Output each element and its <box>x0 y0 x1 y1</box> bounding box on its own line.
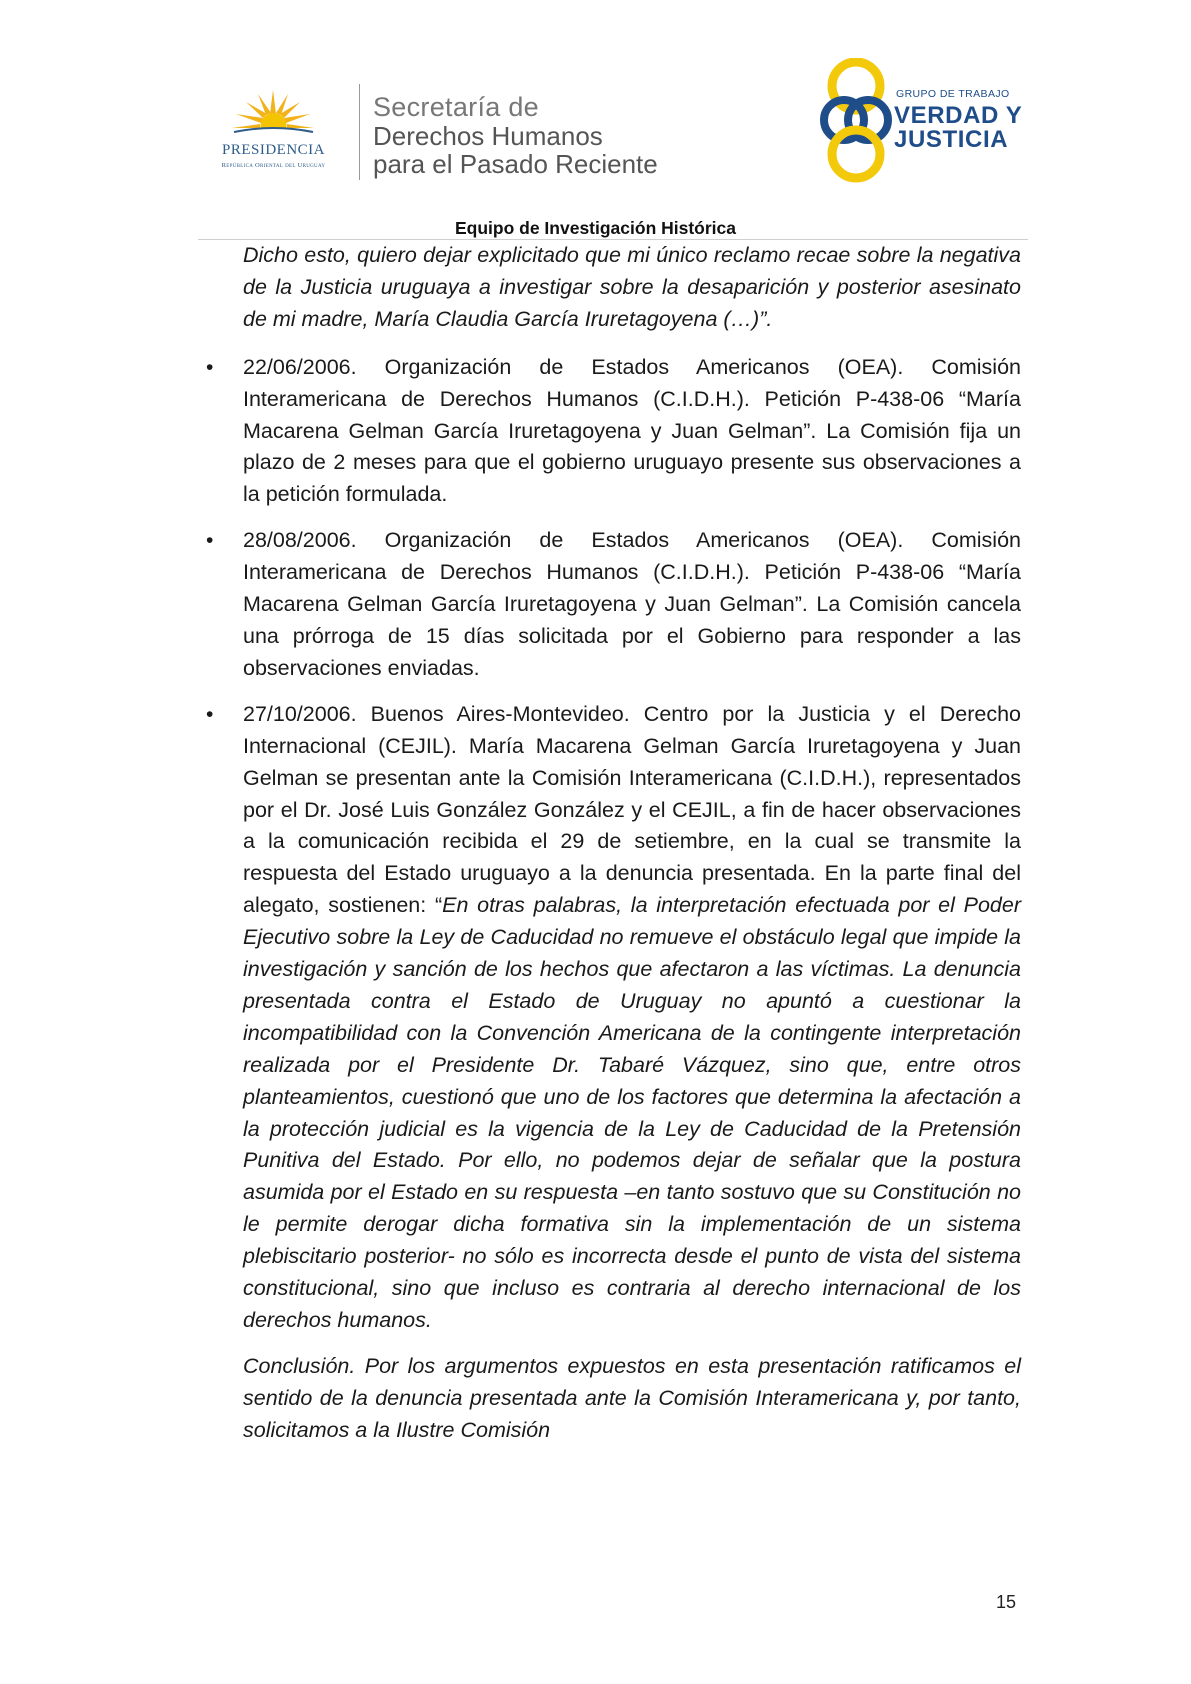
grupo-verdad-text: VERDAD Y <box>894 102 1023 129</box>
header-divider <box>359 84 360 180</box>
bullet-icon: • <box>206 355 214 379</box>
list-item <box>206 525 1021 685</box>
secretaria-line1: Secretaría de <box>373 92 539 122</box>
grupo-justicia-text: JUSTICIA <box>894 126 1009 153</box>
team-title: Equipo de Investigación Histórica <box>454 218 737 238</box>
grupo-small-text: GRUPO DE TRABAJO <box>896 88 1010 100</box>
bullet-text-3 <box>243 699 1021 1337</box>
verdad-justicia-logo <box>818 58 1028 183</box>
presidencia-logo <box>196 84 351 180</box>
bullet-icon: • <box>206 702 214 726</box>
header-logos <box>0 0 1191 210</box>
linked-rings-icon <box>818 58 894 183</box>
secretaria-line2: Derechos Humanos <box>373 121 603 151</box>
page-number: 15 <box>996 1592 1017 1612</box>
bullet-text-1: 22/06/2006. Organización de Estados Americanos (OEA). Comisión Interamericana de Derechos Humanos (C.I.D.H.). Petición P-438-06 “María Macarena Gelman García Iruretagoyena y Juan Gelman”. La Comisión fija un plazo de 2 meses para que el gobierno uruguayo presente sus observaciones a la petición formulada. <box>243 354 1021 507</box>
sun-emblem-icon <box>226 84 321 144</box>
list-item <box>206 699 1021 1337</box>
conclusion-text: Conclusión. Por los argumentos expuestos en esta presentación ratificamos el sentido de la denuncia presentada ante la Comisión Interamericana y, por tanto, solicitamos a la Ilustre Comisión <box>243 1353 1021 1442</box>
secretaria-wordmark <box>373 92 658 178</box>
list-item <box>206 352 1021 512</box>
bullet-icon: • <box>206 529 214 553</box>
bullet-text-2: 28/08/2006. Organización de Estados Americanos (OEA). Comisión Interamericana de Derechos Humanos (C.I.D.H.). Petición P-438-06 “María Macarena Gelman García Iruretagoyena y Juan Gelman”. La Comisión cancela una prórroga de 15 días solicitada por el Gobierno para responder a las observaciones enviadas. <box>243 528 1021 680</box>
conclusion-paragraph <box>243 1351 1021 1447</box>
intro-quote-text: Dicho esto, quiero dejar explicitado que mi único reclamo recae sobre la negativa de la Justicia uruguaya a investigar sobre la desaparición y posterior asesinato de mi madre, María Claudia García Iruretagoyena (…)”. <box>243 243 1021 331</box>
bullet-3-plain-text: 27/10/2006. Buenos Aires-Montevideo. Centro por la Justicia y el Derecho Internacional (CEJIL). María Macarena Gelman García Iruretagoyena y Juan Gelman se presentan ante la Comisión Interamericana (C.I.D.H.), representados por el Dr. José Luis González González y el CEJIL, a fin de hacer observaciones a la comunicación recibida el 29 de setiembre, en la cual se transmite la respuesta del Estado uruguayo a la denuncia presentada. En la parte final del alegato, sostienen: “ <box>243 701 1021 918</box>
bullet-3-italic-quote: En otras palabras, la interpretación efectuada por el Poder Ejecutivo sobre la Ley de Caducidad no remueve el obstáculo legal que impide la investigación y sanción de los hechos que afectaron a las víctimas. La denuncia presentada contra el Estado de Uruguay no apuntó a cuestionar la incompatibilidad con la Convención Americana de la contingente interpretación realizada por el Presidente Dr. Tabaré Vázquez, sino que, entre otros planteamientos, cuestionó que uno de los factores que determina la afectación a la protección judicial es la vigencia de la Ley de Caducidad de la Pretensión Punitiva del Estado. Por ello, no podemos dejar de señalar que la postura asumida por el Estado en su respuesta –en tanto sostuvo que su Constitución no le permite derogar dicha formativa sin la implementación de un sistema plebiscitario posterior- no sólo es incorrecta desde el punto de vista del sistema constitucional, sino que incluso es contraria al derecho internacional de los derechos humanos. <box>243 893 1021 1332</box>
secretaria-line3: para el Pasado Reciente <box>373 149 658 179</box>
presidencia-subtitle: República Oriental del Uruguay <box>221 162 326 169</box>
presidencia-name: PRESIDENCIA <box>221 142 325 158</box>
body-content <box>206 240 1021 1447</box>
intro-quote-paragraph <box>243 240 1021 336</box>
